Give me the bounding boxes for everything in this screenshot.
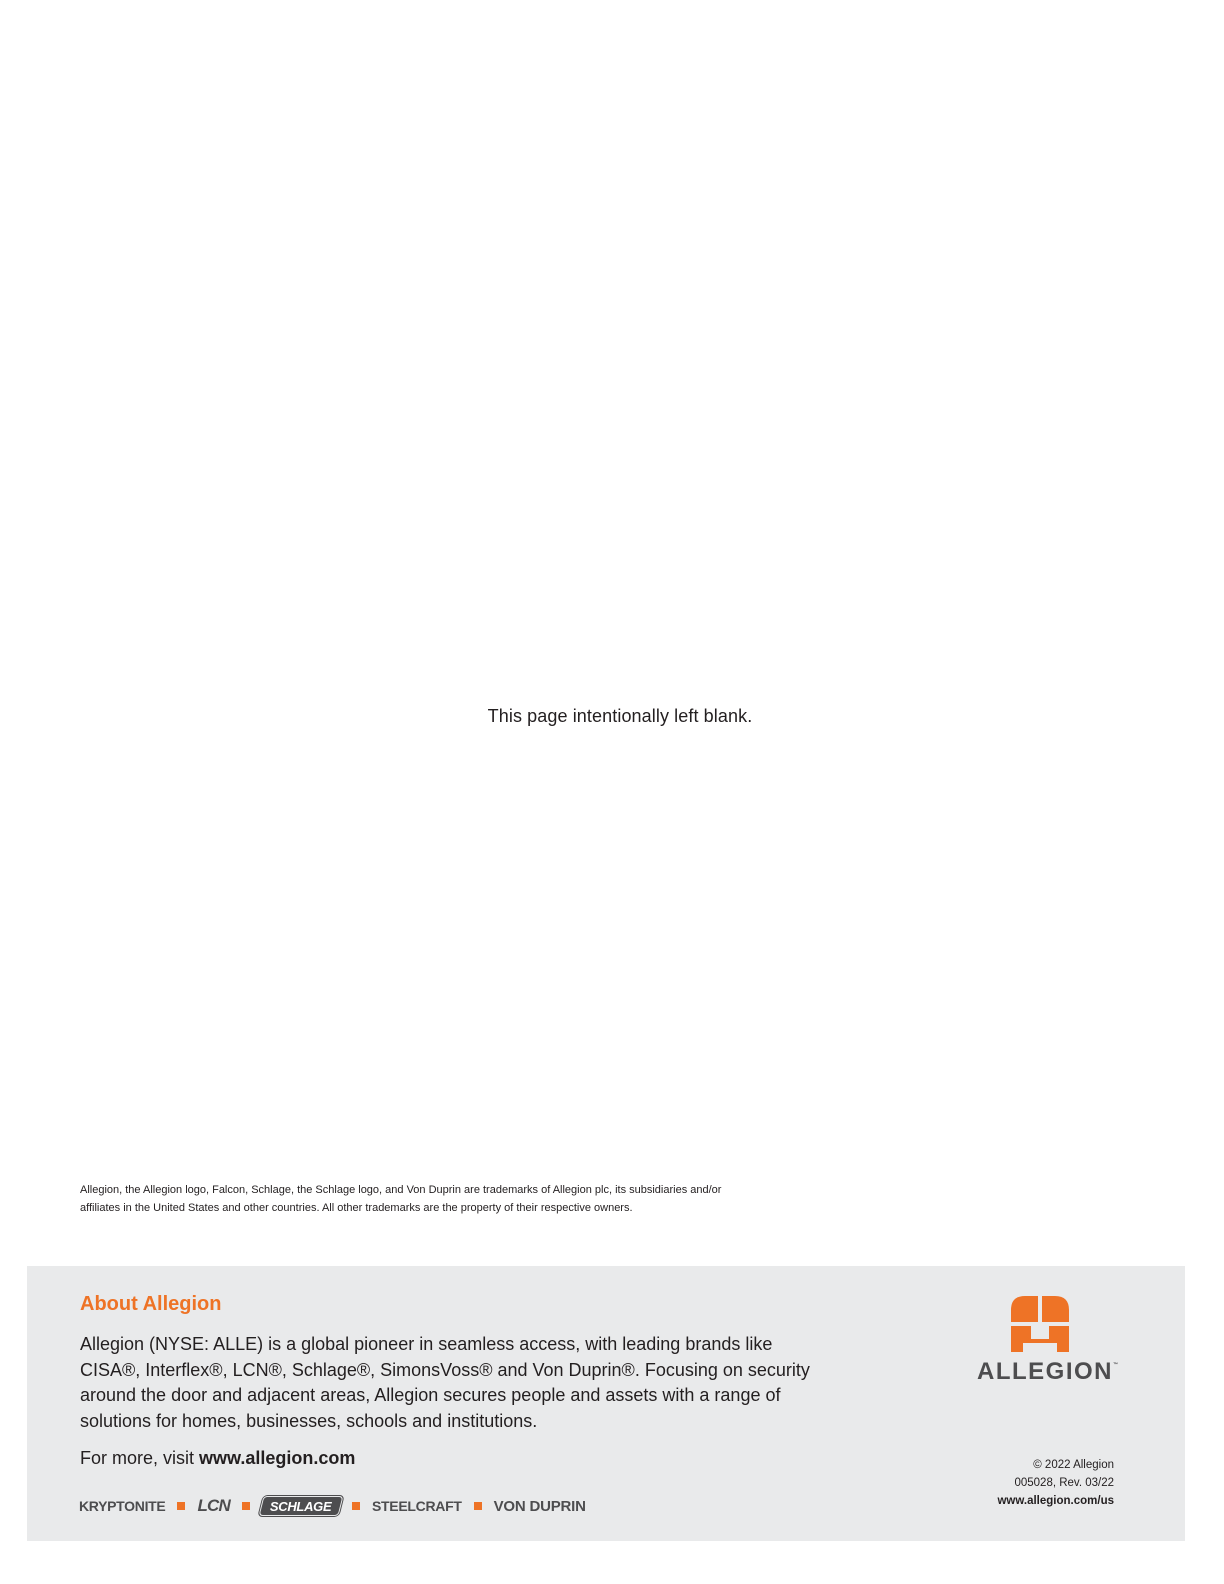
visit-line (80, 1448, 355, 1469)
copyright-text: © 2022 Allegion (1033, 1459, 1114, 1471)
regional-url-link[interactable]: www.allegion.com/us (997, 1495, 1114, 1507)
trademark-notice (80, 1181, 800, 1217)
visit-prefix: For more, visit (80, 1448, 200, 1468)
allegion-wordmark (977, 1358, 1118, 1386)
separator-square (352, 1502, 360, 1510)
trademark-symbol: ™ (1113, 1362, 1118, 1368)
separator-square (242, 1502, 250, 1510)
blank-page-notice: This page intentionally left blank. (487, 706, 753, 726)
separator-square (177, 1502, 185, 1510)
allegion-logo-icon (1011, 1296, 1069, 1352)
separator-square (474, 1502, 482, 1510)
schlage-logo (260, 1497, 342, 1515)
about-footer-panel (27, 1266, 1185, 1541)
steelcraft-logo: STEELCRAFT (372, 1498, 462, 1514)
trademark-line-2: affiliates in the United States and other countries. All other trademarks are the property of their respective owners. (80, 1202, 633, 1214)
lcn-logo: LCN (197, 1496, 231, 1515)
von-duprin-logo: VON DUPRIN (493, 1497, 586, 1515)
allegion-wordmark-text: ALLEGION (977, 1358, 1113, 1385)
kryptonite-logo: KRYPTONITE (79, 1498, 166, 1514)
trademark-line-1: Allegion, the Allegion logo, Falcon, Schlage, the Schlage logo, and Von Duprin are trademarks of Allegion plc, its subsidiaries and/or (80, 1184, 722, 1196)
about-description: Allegion (NYSE: ALLE) is a global pioneer in seamless access, with leading brands like CISA®, Interflex®, LCN®, Schlage®, SimonsVoss® and Von Duprin®. Focusing on security around the door and adjacent areas, Allegion secures people and assets with a range of solutions for homes, businesses, schools and institutions. (80, 1334, 810, 1431)
document-number: 005028, Rev. 03/22 (1014, 1477, 1114, 1489)
visit-url-link[interactable]: www.allegion.com (199, 1448, 356, 1468)
schlage-logo-text: SCHLAGE (270, 1498, 332, 1514)
legal-info (997, 1456, 1114, 1510)
brand-logo-strip (79, 1494, 586, 1518)
about-title: About Allegion (80, 1293, 222, 1315)
